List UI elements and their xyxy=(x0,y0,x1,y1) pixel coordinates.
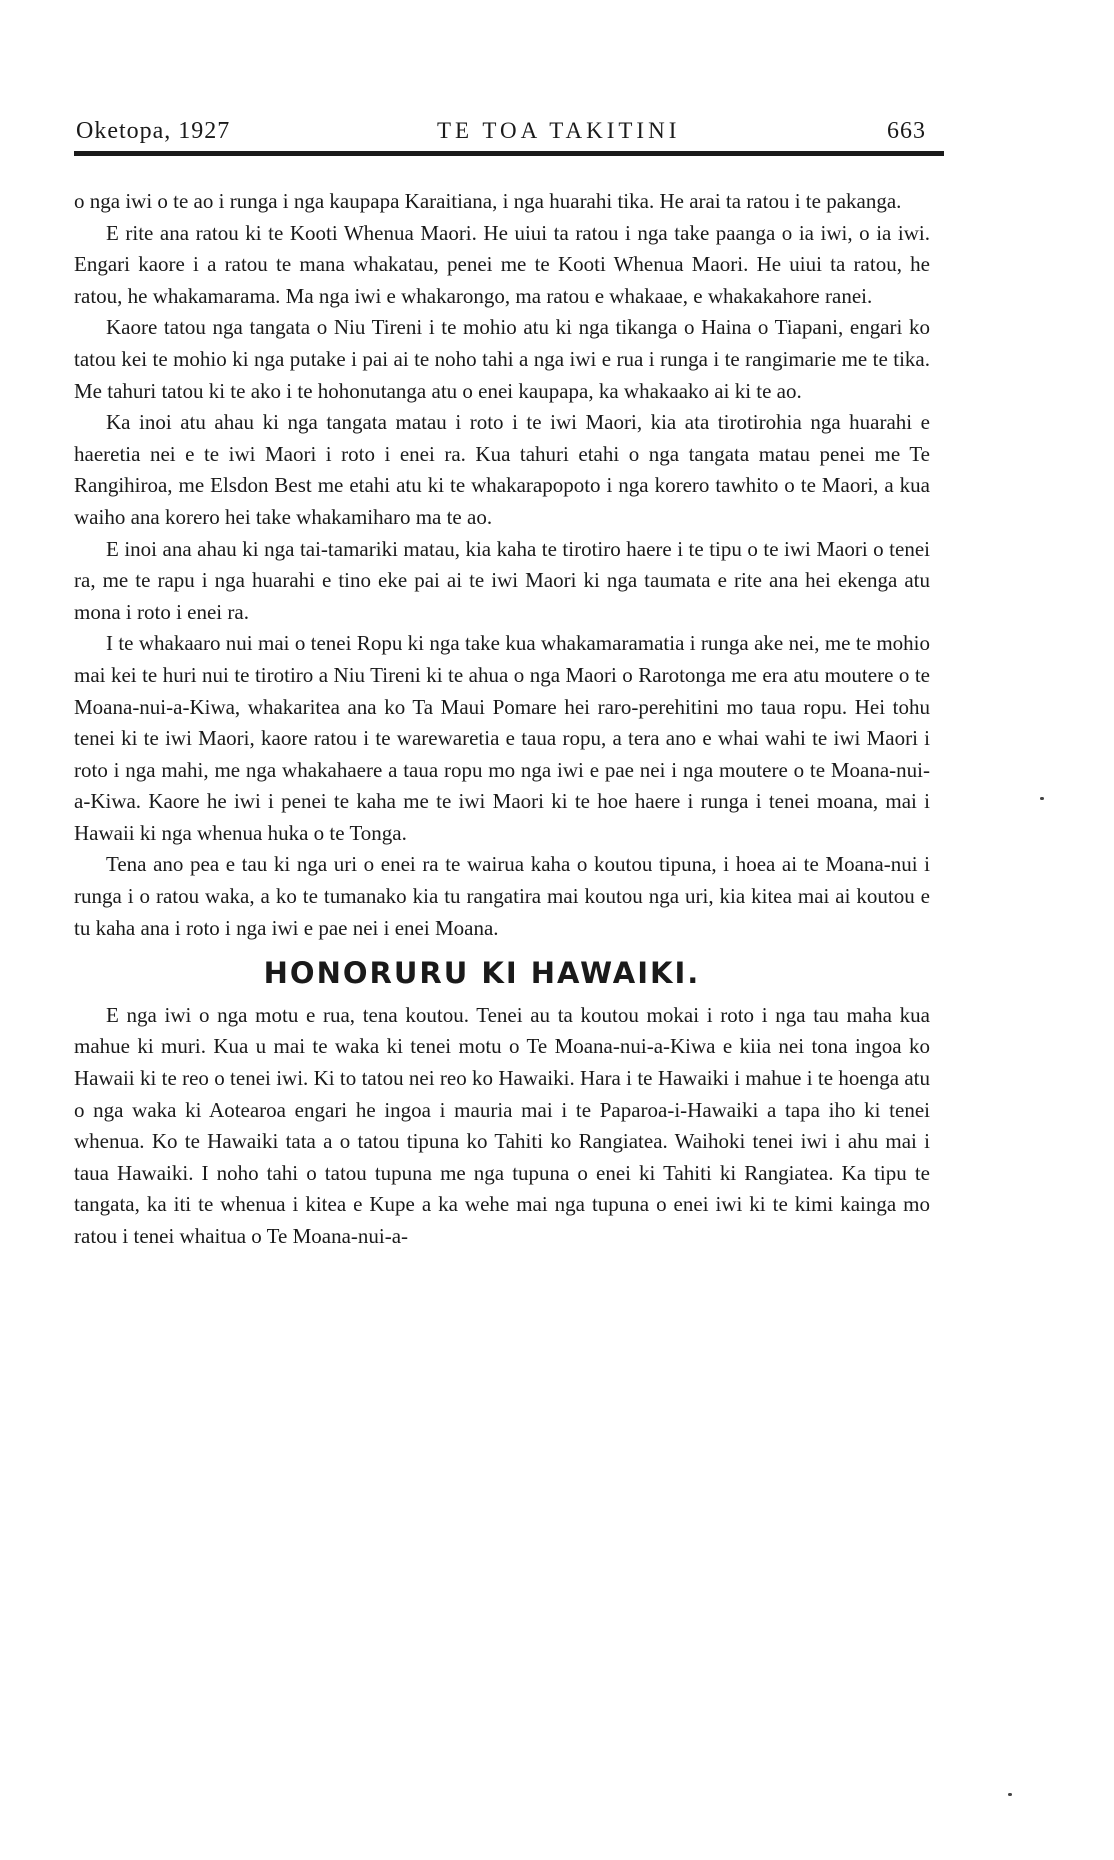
scan-speck xyxy=(1040,797,1044,800)
paragraph: o nga iwi o te ao i runga i nga kaupapa Karaitiana, i nga huarahi tika. He arai ta ratou i te pakanga. xyxy=(74,189,902,213)
header-date: Oketopa, 1927 xyxy=(76,118,231,144)
header-title: TE TOA TAKITINI xyxy=(436,118,681,143)
paragraph: Ka inoi atu ahau ki nga tangata matau i roto i te iwi Maori, kia ata tirotirohia nga huarahi e haeretia nei e te iwi Maori i roto i enei ra. Kua tahuri etahi o nga tangata matau penei me Te Rangihiroa, me Elsdon Best me etahi atu ki te whakarapopoto i nga korero tawhito o te Maori, a kua waiho ana korero hei take whakamiharo ma te ao. xyxy=(74,410,930,529)
paragraph: E inoi ana ahau ki nga tai-tamariki matau, kia kaha te tirotiro haere i te tipu o te iwi Maori o tenei ra, me te rapu i nga huarahi e tino eke pai ai te iwi Maori ki nga taumata e rite ana hei ekenga atu mona i roto i enei ra. xyxy=(74,536,930,624)
scan-speck xyxy=(1008,1793,1012,1796)
paragraph: I te whakaaro nui mai o tenei Ropu ki nga take kua whakamaramatia i runga ake nei, me te mohio mai kei te huri nui te tirotiro a Niu Tireni ki te ahua o nga Maori o Rarotonga me era atu moutere o te Moana-nui-a-Kiwa, whakaritea ana ko Ta Maui Pomare hei raro-perehitini mo taua ropu. Hei tohu tenei ki te iwi Maori, kaore ratou i te warewaretia e taua ropu, a tera ano e whai wahi te iwi Maori i roto i nga mahi, me nga whakahaere a taua ropu mo nga iwi e pae nei i nga moutere o te Moana-nui-a-Kiwa. Kaore he iwi i penei te kaha me te iwi Maori ki te hoe haere i runga i tenei moana, mai i Hawaii ki nga whenua huka o te Tonga. xyxy=(74,631,930,845)
paragraph: Tena ano pea e tau ki nga uri o enei ra te wairua kaha o koutou tipuna, i hoea ai te Moana-nui i runga i o ratou waka, a ko te tumanako kia tu rangatira mai koutou nga uri, kia kitea mai ai koutou e tu kaha ana i roto i nga iwi e pae nei i enei Moana. xyxy=(74,852,930,940)
section-title: HONORURU KI HAWAIKI. xyxy=(263,956,701,991)
header-rule xyxy=(74,151,944,156)
paragraph: E nga iwi o nga motu e rua, tena koutou. Tenei au ta koutou mokai i roto i nga tau maha kua mahue ki muri. Kua u mai te waka ki tenei motu o Te Moana-nui-a-Kiwa e kiia nei tona ingoa ko Hawaii ki te reo o tenei iwi. Ki to tatou nei reo ko Hawaiki. Hara i te Hawaiki i mahue i te hoenga atu o nga waka ki Aotearoa engari he ingoa i mauria mai i te Paparoa-i-Hawaiki a tapa iho ki tenei whenua. Ko te Hawaiki tata a o tatou tipuna ko Tahiti ko Rangiatea. Waihoki tenei iwi i ahu mai i taua Hawaiki. I noho tahi o tatou tupuna me nga tupuna o enei ki Tahiti ki Rangiatea. Ka tipu te tangata, ka iti te whenua i kitea e Kupe a ka wehe mai nga tupuna o enei iwi ki te kimi kainga mo ratou i tenei whaitua o Te Moana-nui-a- xyxy=(74,1002,930,1248)
article-body xyxy=(74,186,930,1253)
page-number: 663 xyxy=(886,118,926,144)
page xyxy=(74,118,930,1253)
running-header xyxy=(74,118,930,149)
paragraph: E rite ana ratou ki te Kooti Whenua Maori. He uiui ta ratou i nga take paanga o ia iwi, o ia iwi. Engari kaore i a ratou te mana whakatau, penei me te Kooti Whenua Maori. He uiui ta ratou, he ratou, he whakamarama. Ma nga iwi e whakarongo, ma ratou e whakaae, e whakakahore ranei. xyxy=(74,220,930,308)
paragraph: Kaore tatou nga tangata o Niu Tireni i te mohio atu ki nga tikanga o Haina o Tiapani, engari ko tatou kei te mohio ki nga putake i pai ai te noho tahi a nga iwi e rua i runga i te rangimarie me te tika. Me tahuri tatou ki te ako i te hohonutanga atu o enei kaupapa, ka whakaako ai ki te ao. xyxy=(74,315,930,403)
